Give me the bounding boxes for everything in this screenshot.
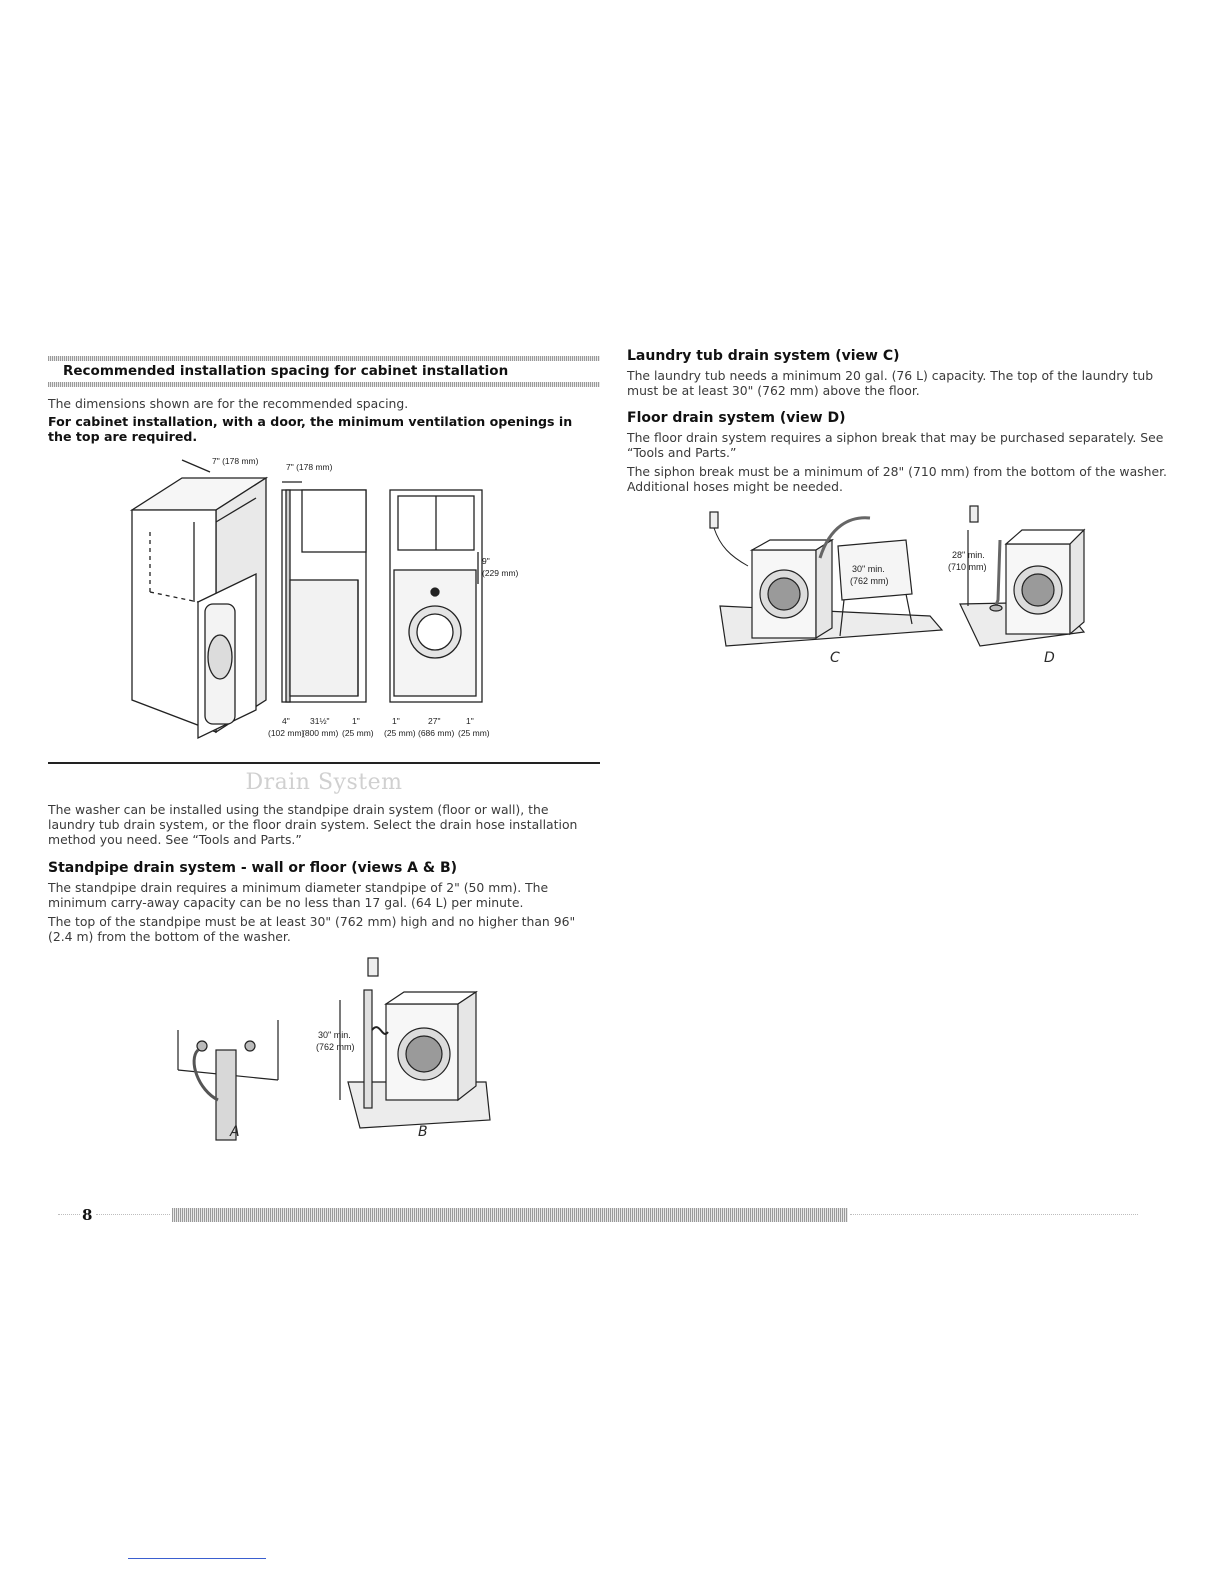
fig-d-label-1: 28" min. xyxy=(952,550,985,560)
footer-dots-right xyxy=(850,1214,1138,1215)
cabinet-spacing-figure xyxy=(120,452,519,742)
fig-c-label-2: (762 mm) xyxy=(850,576,889,586)
footer-band xyxy=(172,1208,848,1222)
figure-a-standpipe-wall xyxy=(168,1020,288,1142)
cabinet-heading: Recommended installation spacing for cabinet installation xyxy=(63,363,509,379)
standpipe-p1: The standpipe drain requires a minimum diameter standpipe of 2" (50 mm). The minimum carry-away capacity can be no less than 17 gal. (64 L) per minute. xyxy=(48,880,549,910)
figure-b-standpipe-floor xyxy=(300,950,500,1128)
heading-bottom-rule xyxy=(48,382,600,387)
side-dim-in-1: 31½" xyxy=(310,716,330,726)
floor-drain-p2: The siphon break must be a minimum of 28" (710 mm) from the bottom of the washer. Additional hoses might be needed. xyxy=(627,464,1167,494)
drain-intro: The washer can be installed using the standpipe drain system (floor or wall), the laundry tub drain system, or the floor drain system. Select the drain hose installation method you need. See “Tools and Parts.” xyxy=(48,802,578,847)
bottom-link-underline xyxy=(128,1558,266,1559)
side-dim-mm-2: (25 mm) xyxy=(342,728,374,738)
side-dim-in-2: 1" xyxy=(352,716,360,726)
heading-top-rule xyxy=(48,356,600,361)
side-dim-in-0: 4" xyxy=(282,716,290,726)
front-dim-mm-0: (25 mm) xyxy=(384,728,416,738)
fig-c-label-1: 30" min. xyxy=(852,564,885,574)
figure-d-floor-drain xyxy=(940,500,1090,648)
caption-d: D xyxy=(1044,650,1055,666)
fig-b-label-2: (762 mm) xyxy=(316,1042,355,1052)
height-gap-in: 9" xyxy=(482,556,490,566)
section-heading-cabinet xyxy=(48,352,600,386)
front-dim-in-2: 1" xyxy=(466,716,474,726)
laundry-tub-p1: The laundry tub needs a minimum 20 gal. (76 L) capacity. The top of the laundry tub must be at least 30" (762 mm) above the floor. xyxy=(627,368,1154,398)
fig-d-label-2: (710 mm) xyxy=(948,562,987,572)
front-dim-mm-2: (25 mm) xyxy=(458,728,490,738)
laundry-tub-heading: Laundry tub drain system (view C) xyxy=(627,348,900,364)
footer-dots-left xyxy=(58,1214,80,1215)
caption-a: A xyxy=(230,1124,240,1140)
caption-c: C xyxy=(830,650,840,666)
front-dim-mm-1: (686 mm) xyxy=(418,728,455,738)
drain-system-title: Drain System xyxy=(245,770,403,795)
front-dim-in-1: 27" xyxy=(428,716,441,726)
top-depth-label: 7" (178 mm) xyxy=(212,456,259,466)
side-dim-mm-1: (800 mm) xyxy=(302,728,339,738)
standpipe-heading: Standpipe drain system - wall or floor (views A & B) xyxy=(48,860,458,876)
standpipe-p2: The top of the standpipe must be at least 30" (762 mm) high and no higher than 96" (2.4 m) from the bottom of the washer. xyxy=(48,914,576,944)
figure-c-laundry-tub xyxy=(700,506,948,646)
footer-dots-mid xyxy=(96,1214,170,1215)
section-divider xyxy=(48,762,600,764)
floor-drain-heading: Floor drain system (view D) xyxy=(627,410,846,426)
cabinet-intro: The dimensions shown are for the recommended spacing. xyxy=(48,396,409,411)
height-gap-mm: (229 mm) xyxy=(482,568,519,578)
caption-b: B xyxy=(418,1124,428,1140)
page-number: 8 xyxy=(82,1206,93,1224)
fig-b-label-1: 30" min. xyxy=(318,1030,351,1040)
floor-drain-p1: The floor drain system requires a siphon break that may be purchased separately. See “Tools and Parts.” xyxy=(627,430,1164,460)
side-dim-mm-0: (102 mm) xyxy=(268,728,305,738)
side-depth-label: 7" (178 mm) xyxy=(286,462,333,472)
front-dim-in-0: 1" xyxy=(392,716,400,726)
cabinet-bold-note: For cabinet installation, with a door, the minimum ventilation openings in the top are required. xyxy=(48,414,573,444)
